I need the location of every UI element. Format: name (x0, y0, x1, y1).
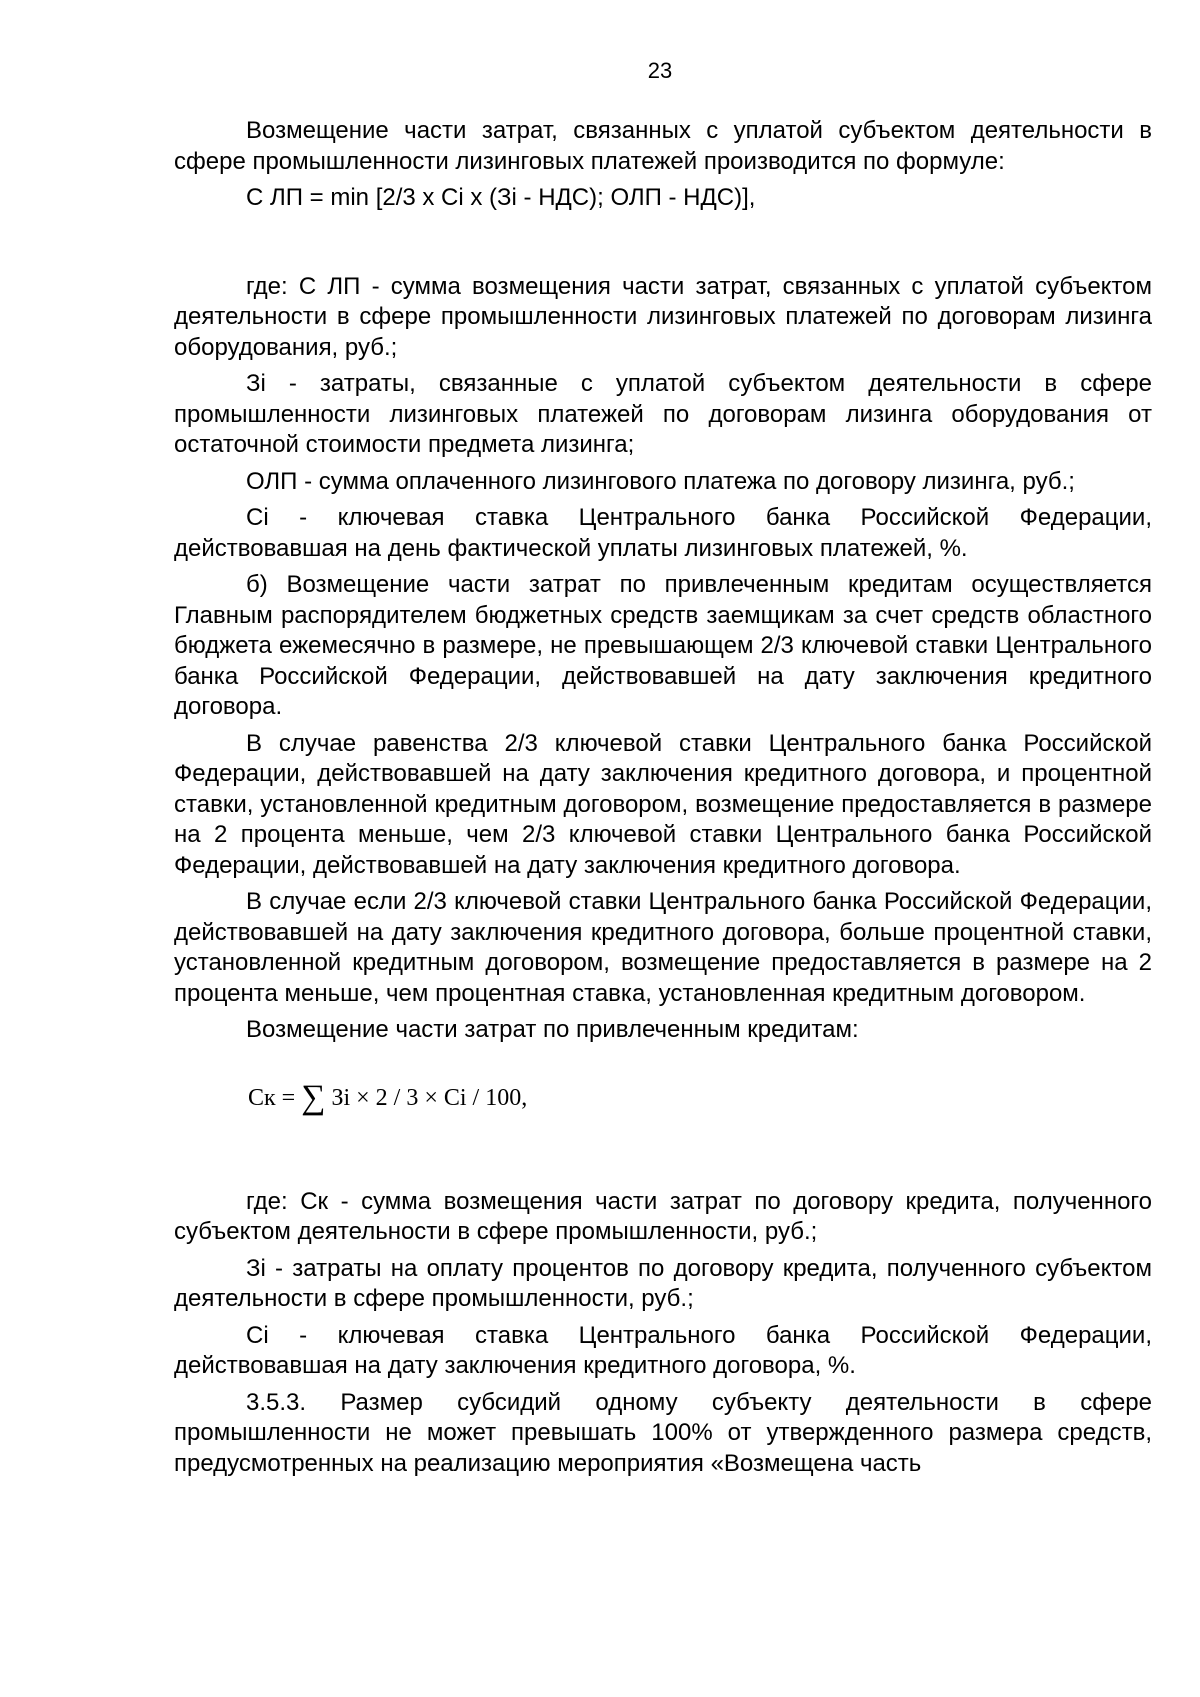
paragraph-equal-rate-case: В случае равенства 2/3 ключевой ставки Центрального банка Российской Федерации, действовавшей на дату заключения кредитного договора, и процентной ставки, установленной кредитным договором, возмещение предоставляется в размере на 2 процента меньше, чем 2/3 ключевой ставки Центрального банка Российской Федерации, действовавшей на дату заключения кредитного договора. (174, 729, 1152, 879)
formula-credit-left: Ск = (248, 1084, 296, 1111)
formula-credit-right: Зi × 2 / 3 × Ci / 100, (331, 1084, 528, 1111)
paragraph-ci-credit-definition: Ci - ключевая ставка Центрального банка Российской Федерации, действовавшая на дату заключения кредитного договора, %. (174, 1321, 1152, 1379)
paragraph-credit-formula-intro: Возмещение части затрат по привлеченным кредитам: (246, 1016, 859, 1043)
paragraph-greater-rate-case: В случае если 2/3 ключевой ставки Центрального банка Российской Федерации, действовавшей на дату заключения кредитного договора, больше процентной ставки, установленной кредитным договором, возмещение предоставляется в размере на 2 процента меньше, чем процентная ставка, установленная кредитным договором. (174, 888, 1152, 1007)
page-number: 23 (647, 58, 673, 83)
paragraph-leasing-intro: Возмещение части затрат, связанных с уплатой субъектом деятельности в сфере промышленности лизинговых платежей производится по формуле: (174, 117, 1152, 175)
formula-credit (248, 1078, 1152, 1116)
paragraph-olp-definition: ОЛП - сумма оплаченного лизингового платежа по договору лизинга, руб.; (246, 467, 1075, 495)
paragraph-sk-definition: где: Ск - сумма возмещения части затрат по договору кредита, полученного субъектом деятельности в сфере промышленности, руб.; (174, 1187, 1152, 1245)
paragraph-credit-compensation: б) Возмещение части затрат по привлеченным кредитам осуществляется Главным распорядителем бюджетных средств заемщикам за счет средств областного бюджета ежемесячно в размере, не превышающем 2/3 ключевой ставки Центрального банка Российской Федерации, действовавшей на дату заключения кредитного договора. (174, 571, 1152, 720)
sum-symbol: ∑ (301, 1078, 326, 1116)
paragraph-zi-definition: Зi - затраты, связанные с уплатой субъектом деятельности в сфере промышленности лизинговых платежей по договорам лизинга оборудования от остаточной стоимости предмета лизинга; (174, 370, 1152, 458)
document-body (174, 116, 1152, 1485)
paragraph-ci-definition: Ci - ключевая ставка Центрального банка Российской Федерации, действовавшая на день фактической уплаты лизинговых платежей, %. (174, 504, 1152, 562)
paragraph-section-3-5-3: 3.5.3. Размер субсидий одному субъекту деятельности в сфере промышленности не может превышать 100% от утвержденного размера средств, предусмотренных на реализацию мероприятия «Возмещена часть (174, 1388, 1152, 1477)
paragraph-zi-credit-definition: Зi - затраты на оплату процентов по договору кредита, полученного субъектом деятельности в сфере промышленности, руб.; (174, 1254, 1152, 1312)
formula-leasing: С ЛП = min [2/3 x Ci x (Зi - НДС); ОЛП - НДС)], (246, 184, 756, 211)
paragraph-slp-definition: где: С ЛП - сумма возмещения части затрат, связанных с уплатой субъектом деятельности в сфере промышленности лизинговых платежей по договорам лизинга оборудования, руб.; (174, 272, 1152, 361)
